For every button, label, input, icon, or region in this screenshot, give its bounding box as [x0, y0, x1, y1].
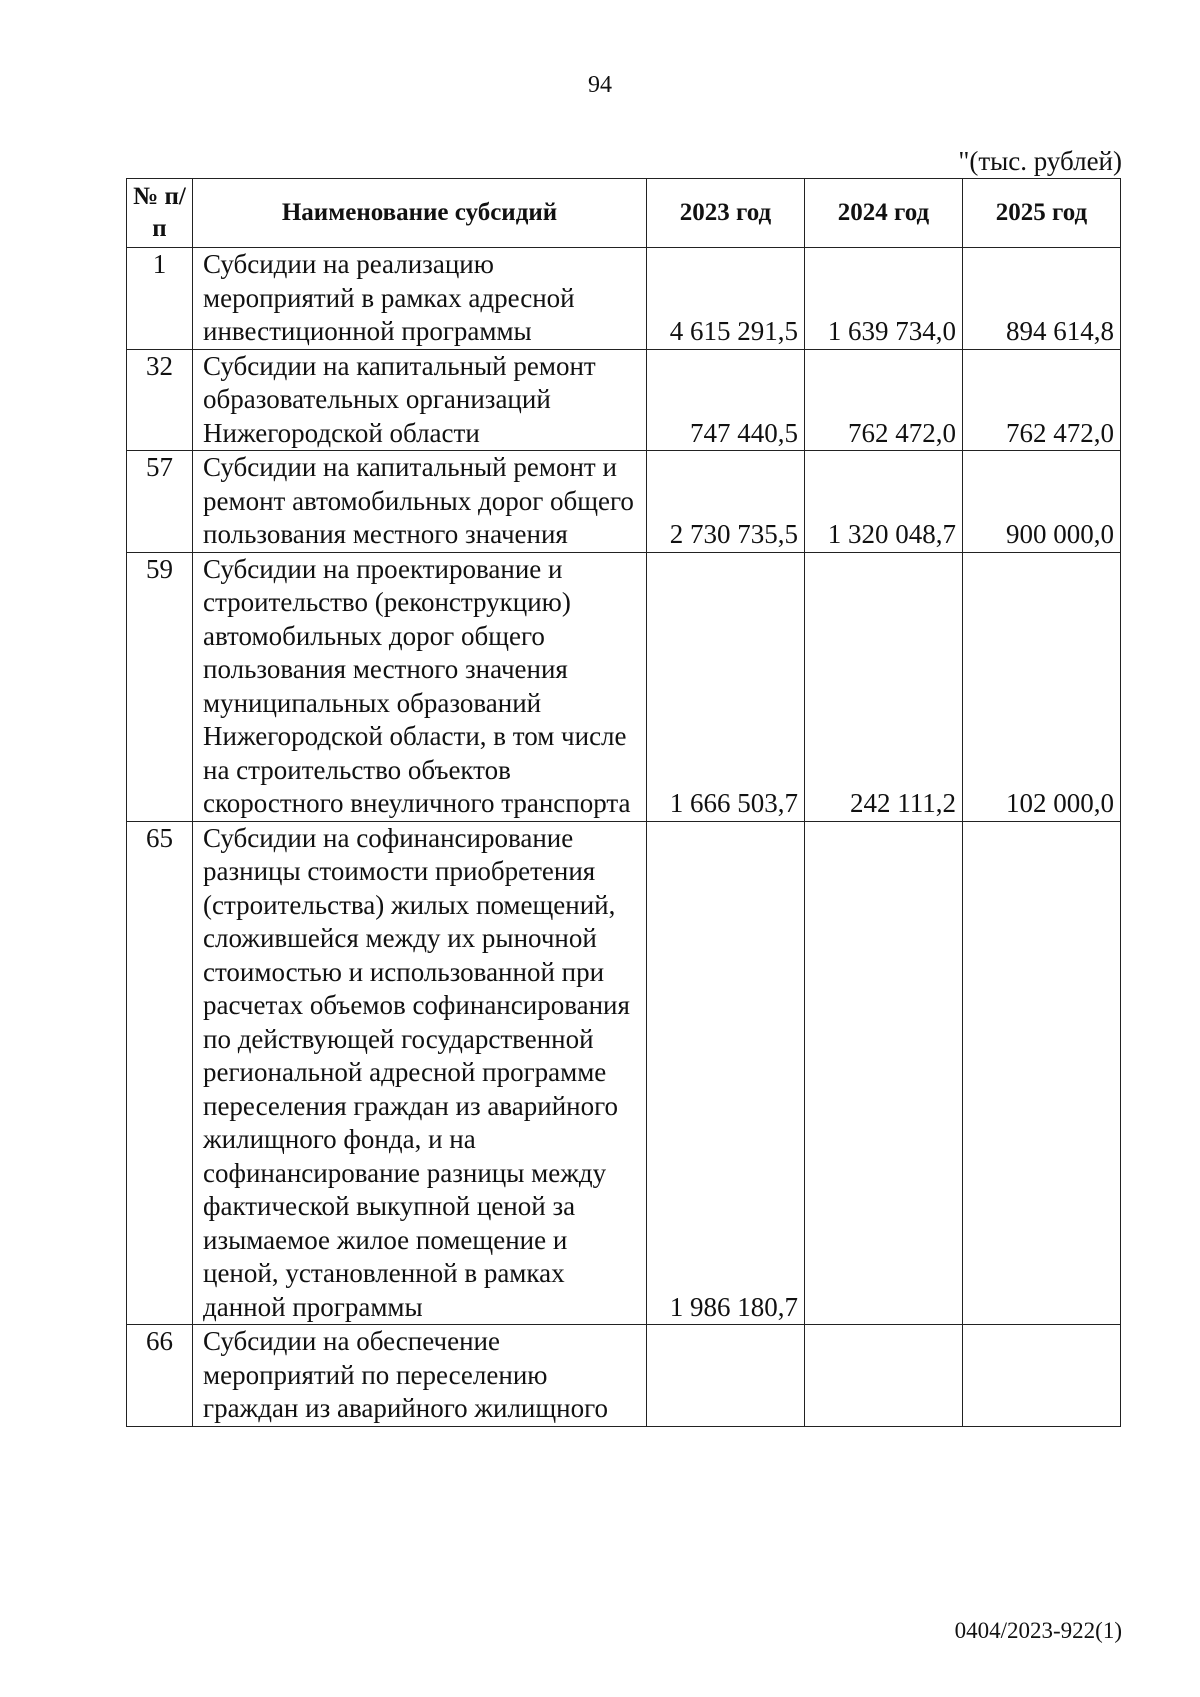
document-code: 0404/2023-922(1)	[954, 1618, 1122, 1643]
row-2025: 762 472,0	[963, 349, 1121, 451]
table-row	[127, 248, 1121, 350]
table-row	[127, 821, 1121, 1325]
row-2023: 1 986 180,7	[647, 821, 805, 1325]
row-num: 1	[127, 248, 193, 350]
row-2024: 242 111,2	[805, 552, 963, 821]
row-2024	[805, 1325, 963, 1427]
row-2023: 1 666 503,7	[647, 552, 805, 821]
units-label: "(тыс. рублей)	[958, 146, 1122, 176]
header-2025: 2025 год	[963, 179, 1121, 248]
row-num: 66	[127, 1325, 193, 1427]
row-num: 59	[127, 552, 193, 821]
table-row	[127, 451, 1121, 553]
table-row	[127, 349, 1121, 451]
row-2025	[963, 1325, 1121, 1427]
row-name: Субсидии на капитальный ремонт и ремонт автомобильных дорог общего пользования местного значения	[193, 451, 647, 553]
row-num: 65	[127, 821, 193, 1325]
table-row	[127, 1325, 1121, 1427]
row-name: Субсидии на капитальный ремонт образовательных организаций Нижегородской области	[193, 349, 647, 451]
row-2025: 102 000,0	[963, 552, 1121, 821]
header-name: Наименование субсидий	[193, 179, 647, 248]
row-name: Субсидии на реализацию мероприятий в рамках адресной инвестиционной программы	[193, 248, 647, 350]
row-2024: 1 639 734,0	[805, 248, 963, 350]
row-2025: 900 000,0	[963, 451, 1121, 553]
header-2023: 2023 год	[647, 179, 805, 248]
row-2023: 747 440,5	[647, 349, 805, 451]
row-2024: 1 320 048,7	[805, 451, 963, 553]
row-name: Субсидии на проектирование и строительство (реконструкцию) автомобильных дорог общего пользования местного значения муниципальных образований Нижегородской области, в том числе на строительство объектов скоростного внеуличного транспорта	[193, 552, 647, 821]
row-num: 32	[127, 349, 193, 451]
row-2023: 4 615 291,5	[647, 248, 805, 350]
header-2024: 2024 год	[805, 179, 963, 248]
row-2024	[805, 821, 963, 1325]
table-row	[127, 552, 1121, 821]
row-2025: 894 614,8	[963, 248, 1121, 350]
row-2024: 762 472,0	[805, 349, 963, 451]
header-num: № п/п	[127, 179, 193, 248]
row-name: Субсидии на софинансирование разницы стоимости приобретения (строительства) жилых помещений, сложившейся между их рыночной стоимостью и использованной при расчетах объемов софинансирования по действующей государственной региональной адресной программе переселения граждан из аварийного жилищного фонда, и на софинансирование разницы между фактической выкупной ценой за изымаемое жилое помещение и ценой, установленной в рамках данной программы	[193, 821, 647, 1325]
row-name: Субсидии на обеспечение мероприятий по переселению граждан из аварийного жилищного	[193, 1325, 647, 1427]
table-header-row	[127, 179, 1121, 248]
subsidies-table	[126, 178, 1121, 1427]
page-number: 94	[588, 72, 612, 98]
row-2023: 2 730 735,5	[647, 451, 805, 553]
row-num: 57	[127, 451, 193, 553]
row-2023	[647, 1325, 805, 1427]
row-2025	[963, 821, 1121, 1325]
